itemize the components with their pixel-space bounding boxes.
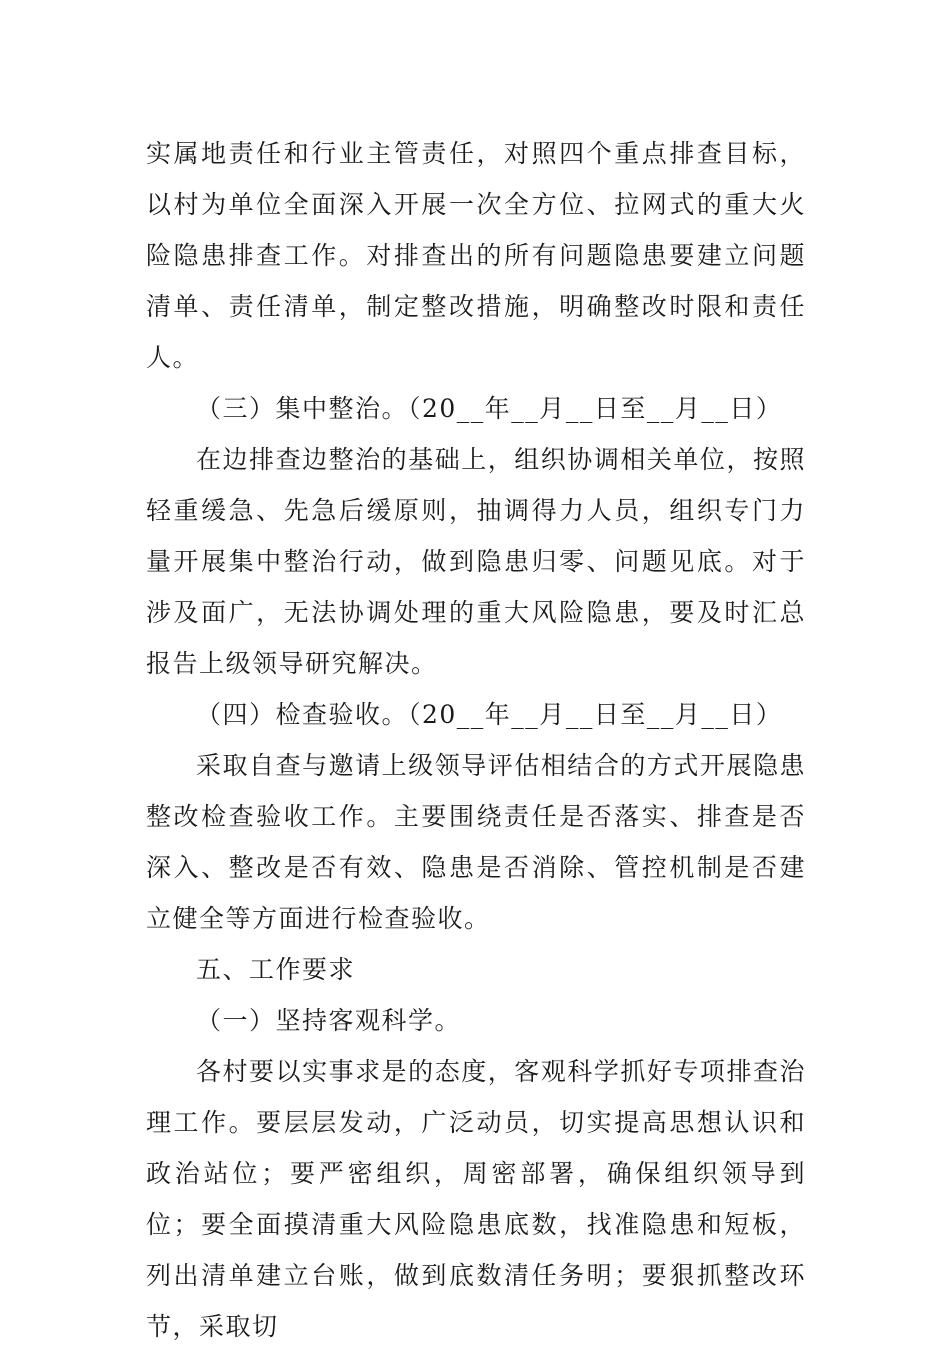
section-heading-centralized-rectification: （三）集中整治。（20__年__月__日至__月__日）	[196, 394, 783, 423]
paragraph-requirements: 各村要以实事求是的态度，客观科学抓好专项排查治理工作。要层层发动，广泛动员，切实提高思想认识和政治站位；要严密组织，周密部署，确保组织领导到位；要全面摸清重大风险隐患底数，找准隐患和短板，列出清单建立台账，做到底数清任务明；要狠抓整改环节，采取切	[146, 1057, 806, 1341]
paragraph-rectification: 在边排查边整治的基础上，组织协调相关单位，按照轻重缓急、先急后缓原则，抽调得力人员，组织专门力量开展集中整治行动，做到隐患归零、问题见底。对于涉及面广，无法协调处理的重大风险隐患，要及时汇总报告上级领导研究解决。	[146, 445, 806, 678]
paragraph-inspection: 采取自查与邀请上级领导评估相结合的方式开展隐患整改检查验收工作。主要围绕责任是否落实、排查是否深入、整改是否有效、隐患是否消除、管控机制是否建立健全等方面进行检查验收。	[146, 751, 806, 933]
paragraph-continuation: 实属地责任和行业主管责任，对照四个重点排查目标，以村为单位全面深入开展一次全方位、拉网式的重大火险隐患排查工作。对排查出的所有问题隐患要建立问题清单、责任清单，制定整改措施，明确整改时限和责任人。	[146, 139, 806, 372]
subsection-heading-objective-scientific: （一）坚持客观科学。	[196, 1006, 462, 1035]
document-body	[146, 128, 806, 1352]
section-heading-work-requirements: 五、工作要求	[196, 955, 356, 984]
section-heading-inspection-acceptance: （四）检查验收。（20__年__月__日至__月__日）	[196, 700, 783, 729]
